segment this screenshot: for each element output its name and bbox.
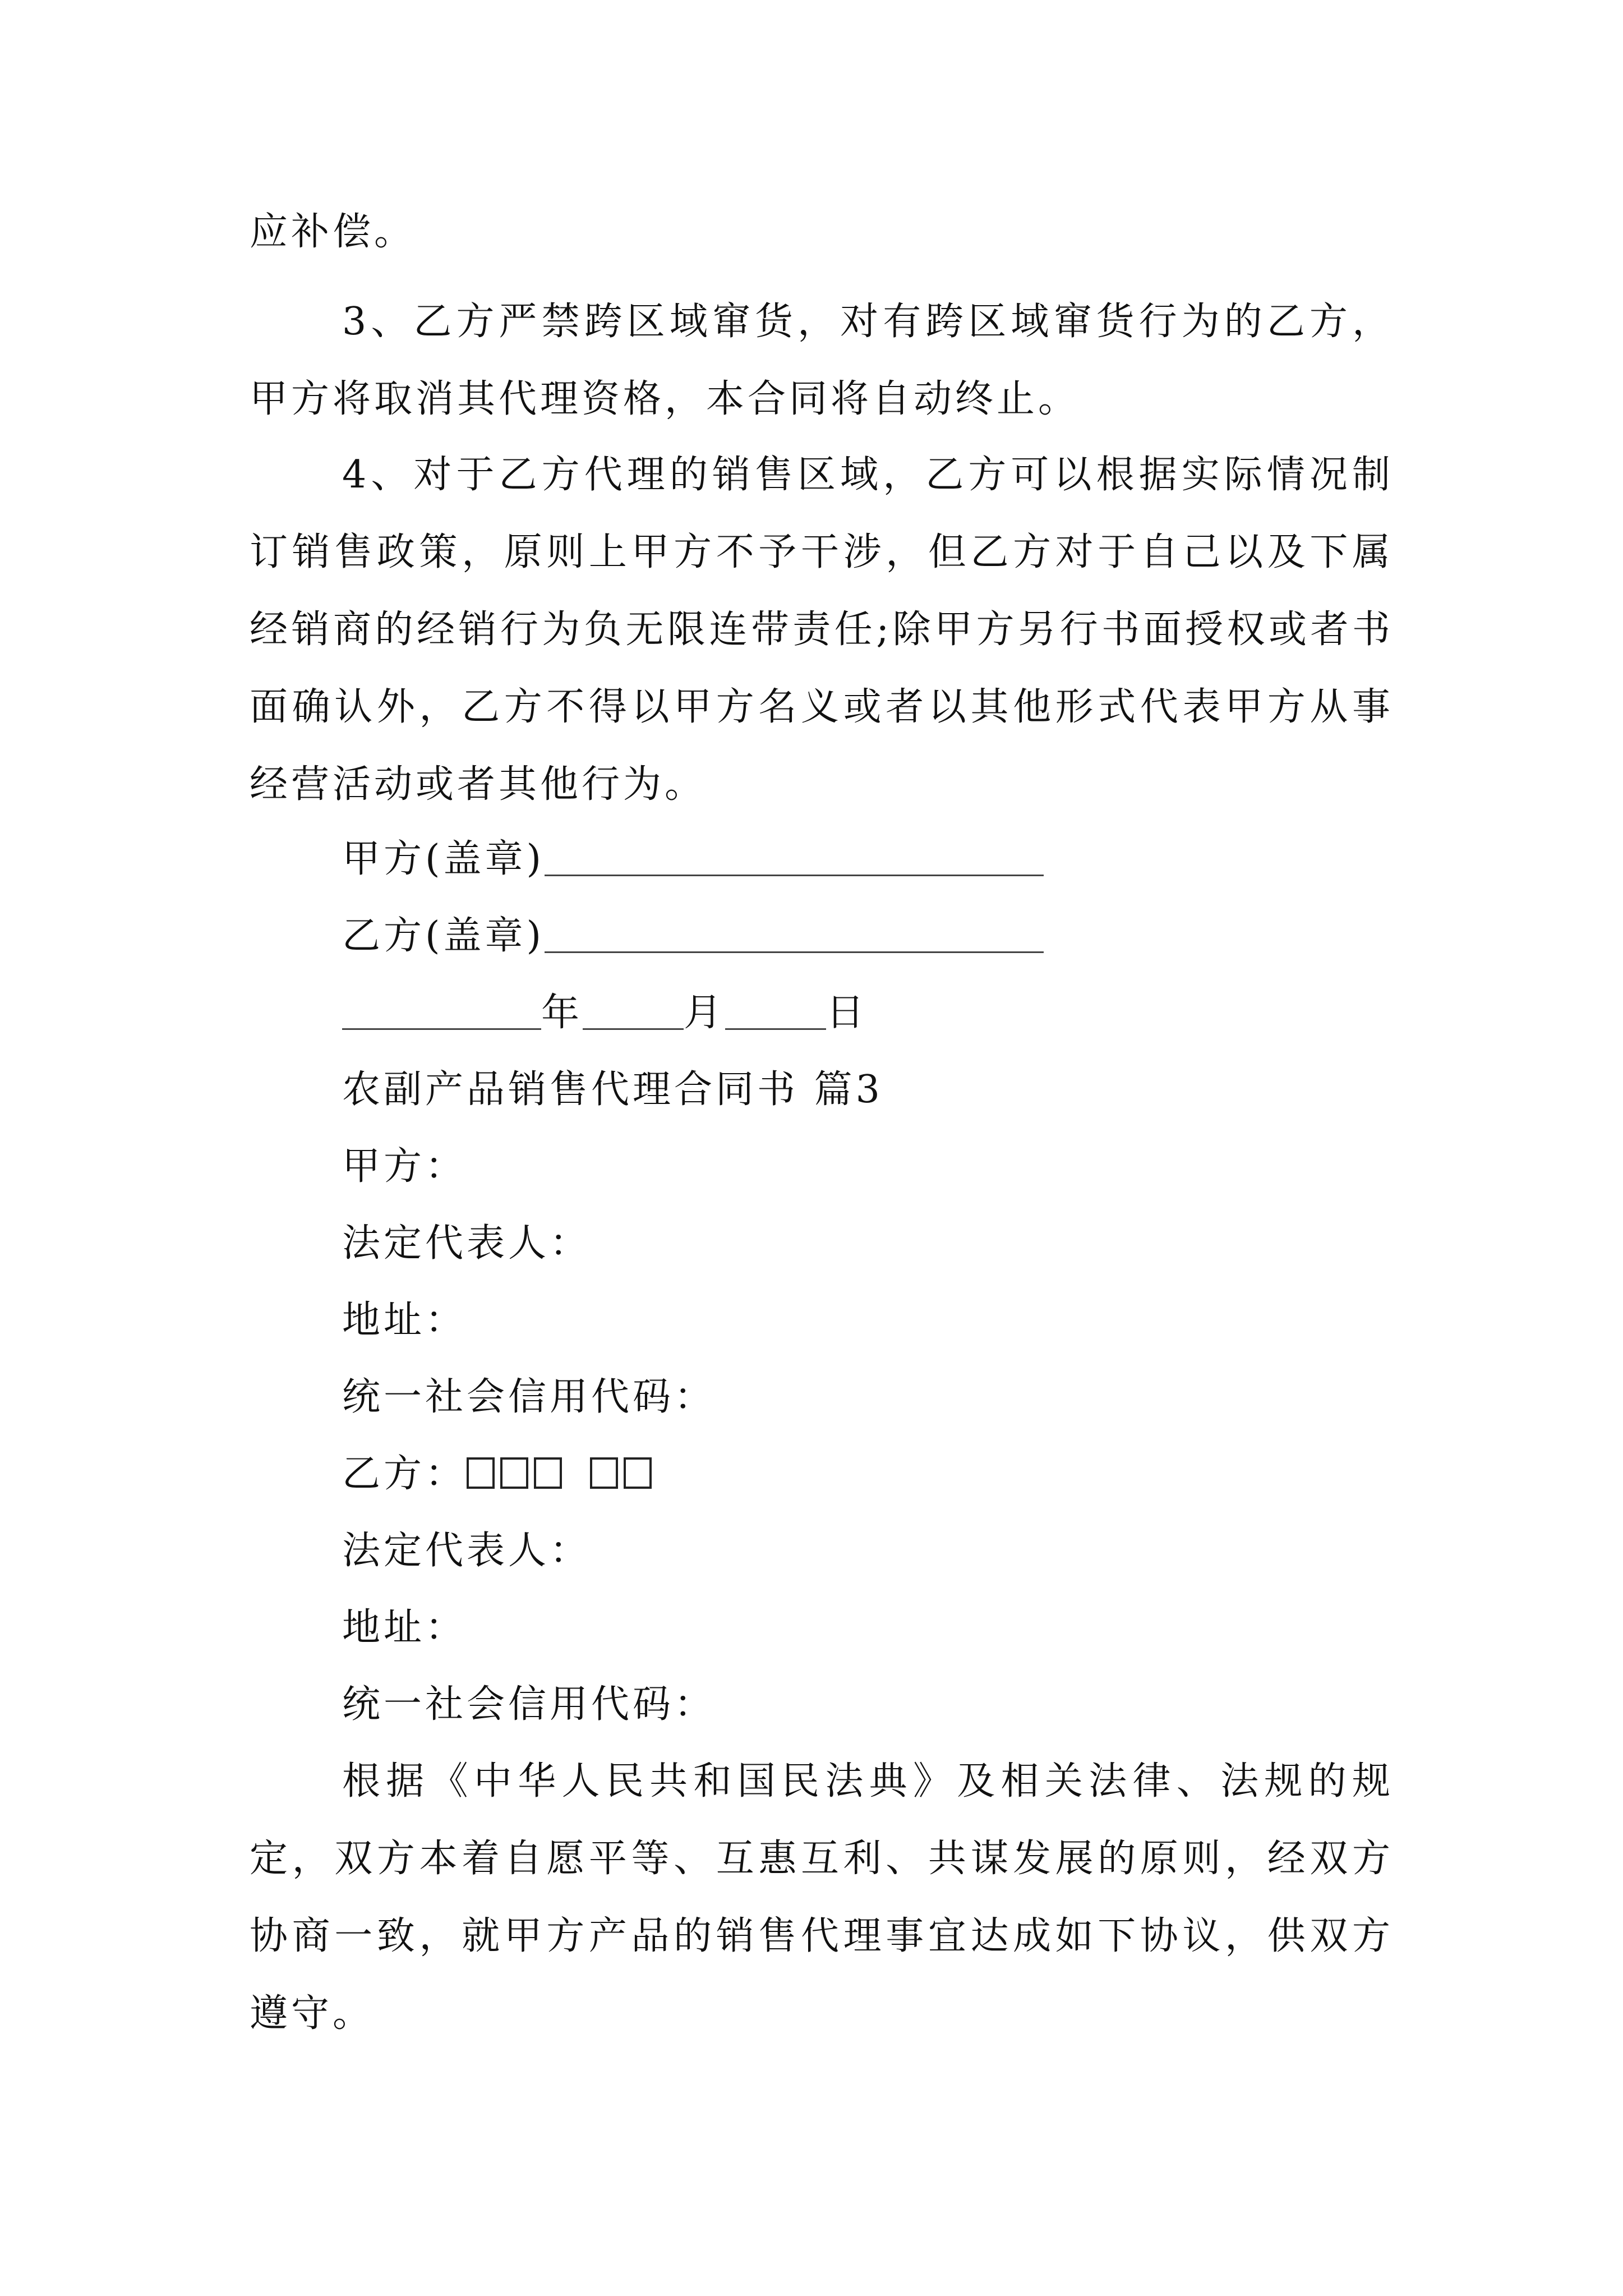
date-day-label: 日: [826, 991, 868, 1035]
date-year-label: 年: [541, 991, 583, 1035]
party-a-label: 甲方：: [342, 1144, 467, 1189]
party-a-address: 地址：: [342, 1298, 467, 1342]
party-b-label: 乙方：: [342, 1452, 467, 1496]
missing-glyph-box: [590, 1457, 618, 1489]
signature-party-b-label: 乙方(盖章): [342, 914, 545, 958]
signature-party-b: [342, 898, 1044, 975]
party-b-line: [342, 1435, 657, 1513]
section-title: 农副产品销售代理合同书 篇3: [342, 1068, 883, 1112]
paragraph-preamble: 根据《中华人民共和国民法典》及相关法律、法规的规定，双方本着自愿平等、互惠互利、共谋发展的原则，经双方协商一致，就甲方产品的销售代理事宜达成如下协议，供双方遵守。: [250, 1759, 1394, 2036]
signature-party-b-blank: [545, 918, 1044, 953]
paragraph-clause-3: 3、乙方严禁跨区域窜货，对有跨区域窜货行为的乙方，甲方将取消其代理资格，本合同将自动终止。: [250, 300, 1394, 421]
party-b-credit-code: 统一社会信用代码：: [342, 1682, 716, 1727]
date-day-blank: [725, 995, 826, 1030]
signature-party-a-blank: [545, 841, 1044, 876]
paragraph-clause-4: 4、对于乙方代理的销售区域，乙方可以根据实际情况制订销售政策，原则上甲方不予干涉，但乙方对于自己以及下属经销商的经销行为负无限连带责任;除甲方另行书面授权或者书面确认外，乙方不得以甲方名义或者以其他形式代表甲方从事经营活动或者其他行为。: [250, 453, 1394, 807]
party-a-representative: 法定代表人：: [342, 1221, 592, 1266]
date-month-blank: [583, 995, 684, 1030]
missing-glyph-box: [467, 1457, 495, 1489]
paragraph-compensation-tail: 应补偿。: [250, 210, 416, 254]
signature-date: [342, 974, 868, 1052]
signature-party-a: [342, 821, 1044, 898]
party-b-address: 地址：: [342, 1605, 467, 1650]
missing-glyph-box: [500, 1457, 528, 1489]
date-year-blank: [342, 995, 541, 1030]
date-month-label: 月: [684, 991, 726, 1035]
missing-glyph-box: [534, 1457, 562, 1489]
party-a-credit-code: 统一社会信用代码：: [342, 1375, 716, 1419]
signature-party-a-label: 甲方(盖章): [342, 837, 545, 881]
party-b-representative: 法定代表人：: [342, 1529, 592, 1573]
missing-glyph-box: [624, 1457, 652, 1489]
